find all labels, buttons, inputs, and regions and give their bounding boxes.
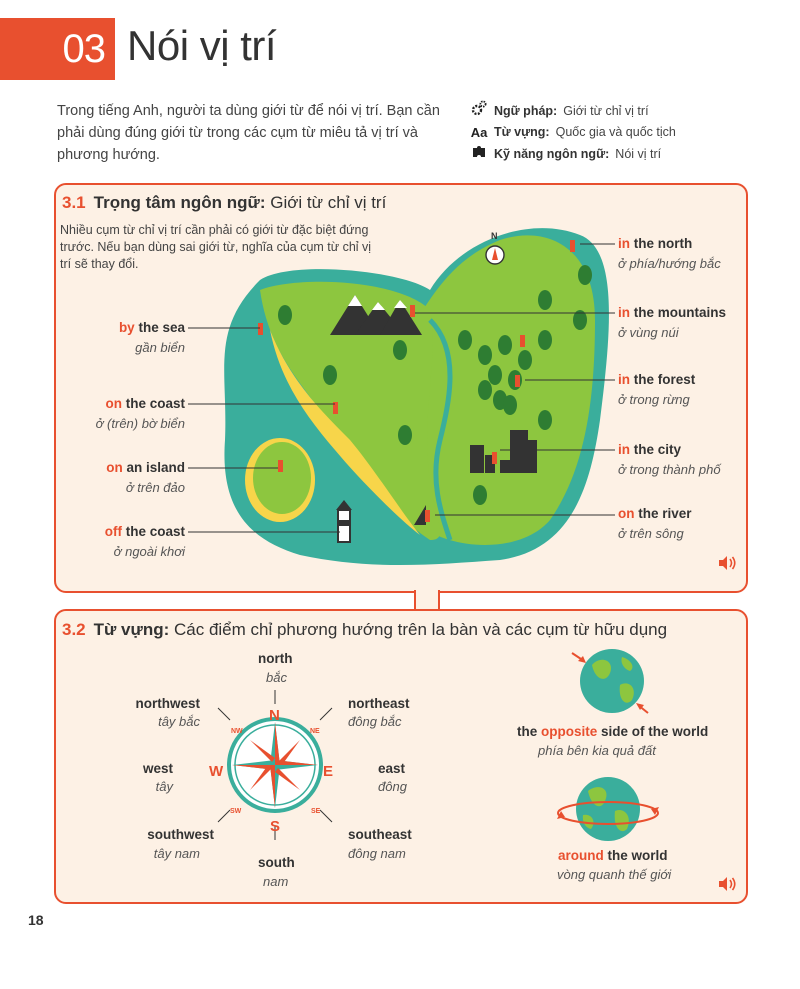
section-3-2-title: 3.2 Từ vựng: Các điểm chỉ phương hướng trên la bàn và các cụm từ hữu dụng — [62, 620, 668, 639]
right-leader-lines — [410, 230, 620, 530]
compass-letter-sw: SW — [230, 808, 242, 815]
direction-south-vi: nam — [263, 874, 289, 889]
direction-northwest: northwest — [135, 696, 200, 711]
meta-skill — [470, 143, 676, 165]
label-on-the-river: on the river — [618, 506, 692, 521]
label-by-the-sea-vi: gần biển — [135, 340, 185, 355]
compass-letter-w: W — [209, 763, 224, 780]
direction-northeast: northeast — [348, 696, 410, 711]
direction-north-vi: bắc — [266, 670, 287, 685]
direction-southeast: southeast — [348, 827, 412, 842]
phrase-around-the-world: around the world — [558, 848, 668, 863]
page-title: Nói vị trí — [127, 22, 277, 69]
label-in-the-north-vi: ở phía/hướng bắc — [618, 256, 721, 271]
meta-vocabulary — [470, 122, 676, 143]
direction-southeast-vi: đông nam — [348, 846, 406, 861]
label-off-the-coast-vi: ở ngoài khơi — [113, 544, 185, 559]
globe-opposite-icon — [570, 645, 650, 717]
label-in-the-mountains-vi: ở vùng núi — [618, 325, 679, 340]
gear-icon — [470, 100, 488, 122]
label-on-the-river-vi: ở trên sông — [618, 526, 684, 541]
compass-letter-nw: NW — [231, 728, 243, 735]
compass-letter-e: E — [323, 763, 334, 780]
compass-letter-n: N — [269, 707, 280, 724]
label-in-the-city: in the city — [618, 442, 682, 457]
page-number: 18 — [28, 912, 44, 928]
meta-label: Kỹ năng ngôn ngữ: — [494, 146, 610, 161]
audio-speaker-icon[interactable] — [717, 876, 737, 897]
label-in-the-mountains: in the mountains — [618, 305, 727, 320]
phrase-around-the-world-vi: vòng quanh thế giới — [557, 867, 672, 882]
label-on-the-coast-vi: ở (trên) bờ biển — [95, 416, 185, 431]
direction-east: east — [378, 761, 406, 776]
label-in-the-forest: in the forest — [618, 372, 696, 387]
label-in-the-city-vi: ở trong thành phố — [618, 462, 721, 477]
chapter-number: 03 — [0, 18, 115, 80]
puzzle-icon — [470, 143, 488, 165]
direction-northwest-vi: tây bắc — [158, 714, 200, 729]
aa-icon: Aa — [470, 125, 488, 140]
compass-letter-s: S — [270, 818, 281, 835]
direction-west: west — [142, 761, 173, 776]
compass-letter-se: SE — [311, 808, 321, 815]
label-in-the-forest-vi: ở trong rừng — [618, 392, 690, 407]
lesson-meta — [470, 100, 676, 165]
direction-southwest: southwest — [147, 827, 214, 842]
label-on-an-island-vi: ở trên đảo — [125, 480, 185, 495]
globe-around-icon — [553, 773, 663, 845]
section-3-1-title: 3.1 Trọng tâm ngôn ngữ: Giới từ chỉ vị trí — [62, 193, 387, 212]
direction-west-vi: tây — [155, 779, 173, 794]
audio-speaker-icon[interactable] — [717, 555, 737, 576]
meta-value: Quốc gia và quốc tịch — [555, 125, 676, 139]
direction-south: south — [258, 855, 295, 870]
label-on-the-coast: on the coast — [105, 396, 185, 411]
meta-label: Ngữ pháp: — [494, 103, 558, 118]
meta-value: Giới từ chỉ vị trí — [563, 103, 649, 118]
label-on-an-island: on an island — [106, 460, 185, 475]
map-compass-letter: N — [491, 231, 498, 241]
direction-southwest-vi: tây nam — [153, 846, 200, 861]
meta-label: Từ vựng: — [494, 125, 550, 139]
meta-value: Nói vị trí — [615, 146, 662, 161]
meta-grammar — [470, 100, 676, 122]
direction-east-vi: đông — [378, 779, 407, 794]
direction-northeast-vi: đông bắc — [348, 714, 402, 729]
label-in-the-north: in the north — [618, 236, 693, 251]
intro-paragraph: Trong tiếng Anh, người ta dùng giới từ để nói vị trí. Bạn cần phải dùng đúng giới từ trong các cụm từ miêu tả vị trí và phương hướng. — [57, 103, 440, 163]
direction-north: north — [258, 651, 293, 666]
phrase-opposite-side-vi: phía bên kia quả đất — [538, 743, 656, 758]
label-off-the-coast: off the coast — [104, 524, 185, 539]
left-leader-lines — [180, 300, 350, 550]
label-by-the-sea: by the sea — [118, 320, 185, 335]
compass-letter-ne: NE — [310, 728, 320, 735]
section-3-1-description: Nhiều cụm từ chỉ vị trí cần phải có giới từ đặc biệt đứng trước. Nếu bạn dùng sai giới từ, nghĩa của cụm từ chỉ vị trí sẽ thay đổi. — [60, 223, 372, 271]
phrase-opposite-side: the opposite side of the world — [517, 724, 709, 739]
